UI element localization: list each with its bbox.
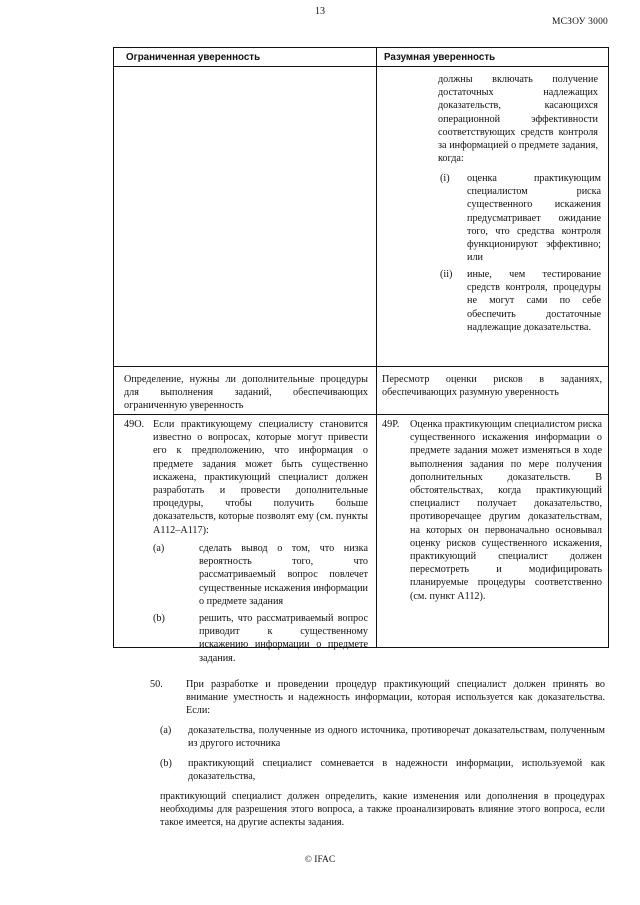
column-divider [376, 48, 377, 647]
header-rule [114, 66, 608, 67]
list-label: (b) [160, 758, 172, 769]
paragraph-number: 50. [150, 679, 163, 690]
list-item-text: доказательства, полученные из одного источника, противоречат доказательствам, полученным из другого источника [188, 725, 605, 750]
paragraph-text: Оценка практикующим специалистом риска существенного искажения информации о предмете задания может изменяться в ходе выполнения задания по мере получения дополнительных доказательств. В обстоятельствах, когда практикующий специалист получает доказательство, противоречащее другим доказательствам, на которых он первоначально основывал оценку рисков существенного искажения, практикующий специалист должен пересмотреть и модифицировать планируемые процедуры соответственно (см. пункт A112). [410, 419, 602, 602]
list-item-text: решить, что рассматриваемый вопрос приводит к существенному искажению информации о предмете задания. [199, 613, 368, 664]
list-label: (i) [440, 173, 450, 184]
continued-requirement-text: должны включать получение достаточных надлежащих доказательств, касающихся операционной эффективности соответствующих средств контроля за информацией о предмете задания, когда: [438, 74, 598, 165]
copyright-footer: © IFAC [304, 855, 336, 865]
list-label: (a) [153, 543, 165, 554]
column-header-limited: Ограниченная уверенность [126, 52, 261, 63]
list-item-text: практикующий специалист сомневается в надежности информации, используемой как доказательства, [188, 758, 605, 783]
row-rule [114, 366, 608, 367]
list-label: (a) [160, 725, 172, 736]
paragraph-number: 49O. [124, 419, 145, 430]
right-subheading: Пересмотр оценки рисков в заданиях, обеспечивающих разумную уверенность [382, 374, 602, 399]
paragraph-text: Если практикующему специалисту становится известно о вопросах, которые могут привести его к предположению, что информация о предмете задания может быть существенно искажена, практикующий специалист должен разработать и провести дополнительные процедуры, чтобы получить больше доказательств, которые позволят ему (см. пункты A112–A117): [153, 419, 368, 536]
list-label: (ii) [440, 269, 453, 280]
column-header-reasonable: Разумная уверенность [384, 52, 496, 63]
paragraph-number: 49P. [382, 419, 400, 430]
list-item-text: иные, чем тестирование средств контроля, процедуры не могут сами по себе обеспечить достаточные надлежащие доказательства. [467, 269, 601, 333]
comparison-table [113, 47, 609, 664]
page-number: 13 [315, 6, 325, 17]
list-item-text: сделать вывод о том, что низка вероятность того, что рассматриваемый вопрос повлечет существенные искажения информации о предмете задания [199, 543, 368, 607]
list-label: (b) [153, 613, 165, 624]
closing-paragraph: практикующий специалист должен определить, какие изменения или дополнения в процедурах необходимы для разрешения этого вопроса, а также проанализировать влияние этого вопроса, если такое имеется, на другие аспекты задания. [160, 791, 605, 829]
paragraph-text: При разработке и проведении процедур практикующий специалист должен принять во внимание уместность и надежность информации, которая используется как доказательства. Если: [186, 679, 605, 717]
list-item-text: оценка практикующим специалистом риска существенного искажения предусматривает ожидание того, что средства контроля функционируют эффективно; или [467, 173, 601, 264]
subheading-rule [114, 414, 608, 415]
document-code: МСЗОУ 3000 [552, 17, 608, 27]
left-subheading: Определение, нужны ли дополнительные процедуры для выполнения заданий, обеспечивающих ограниченную уверенность [124, 374, 368, 412]
